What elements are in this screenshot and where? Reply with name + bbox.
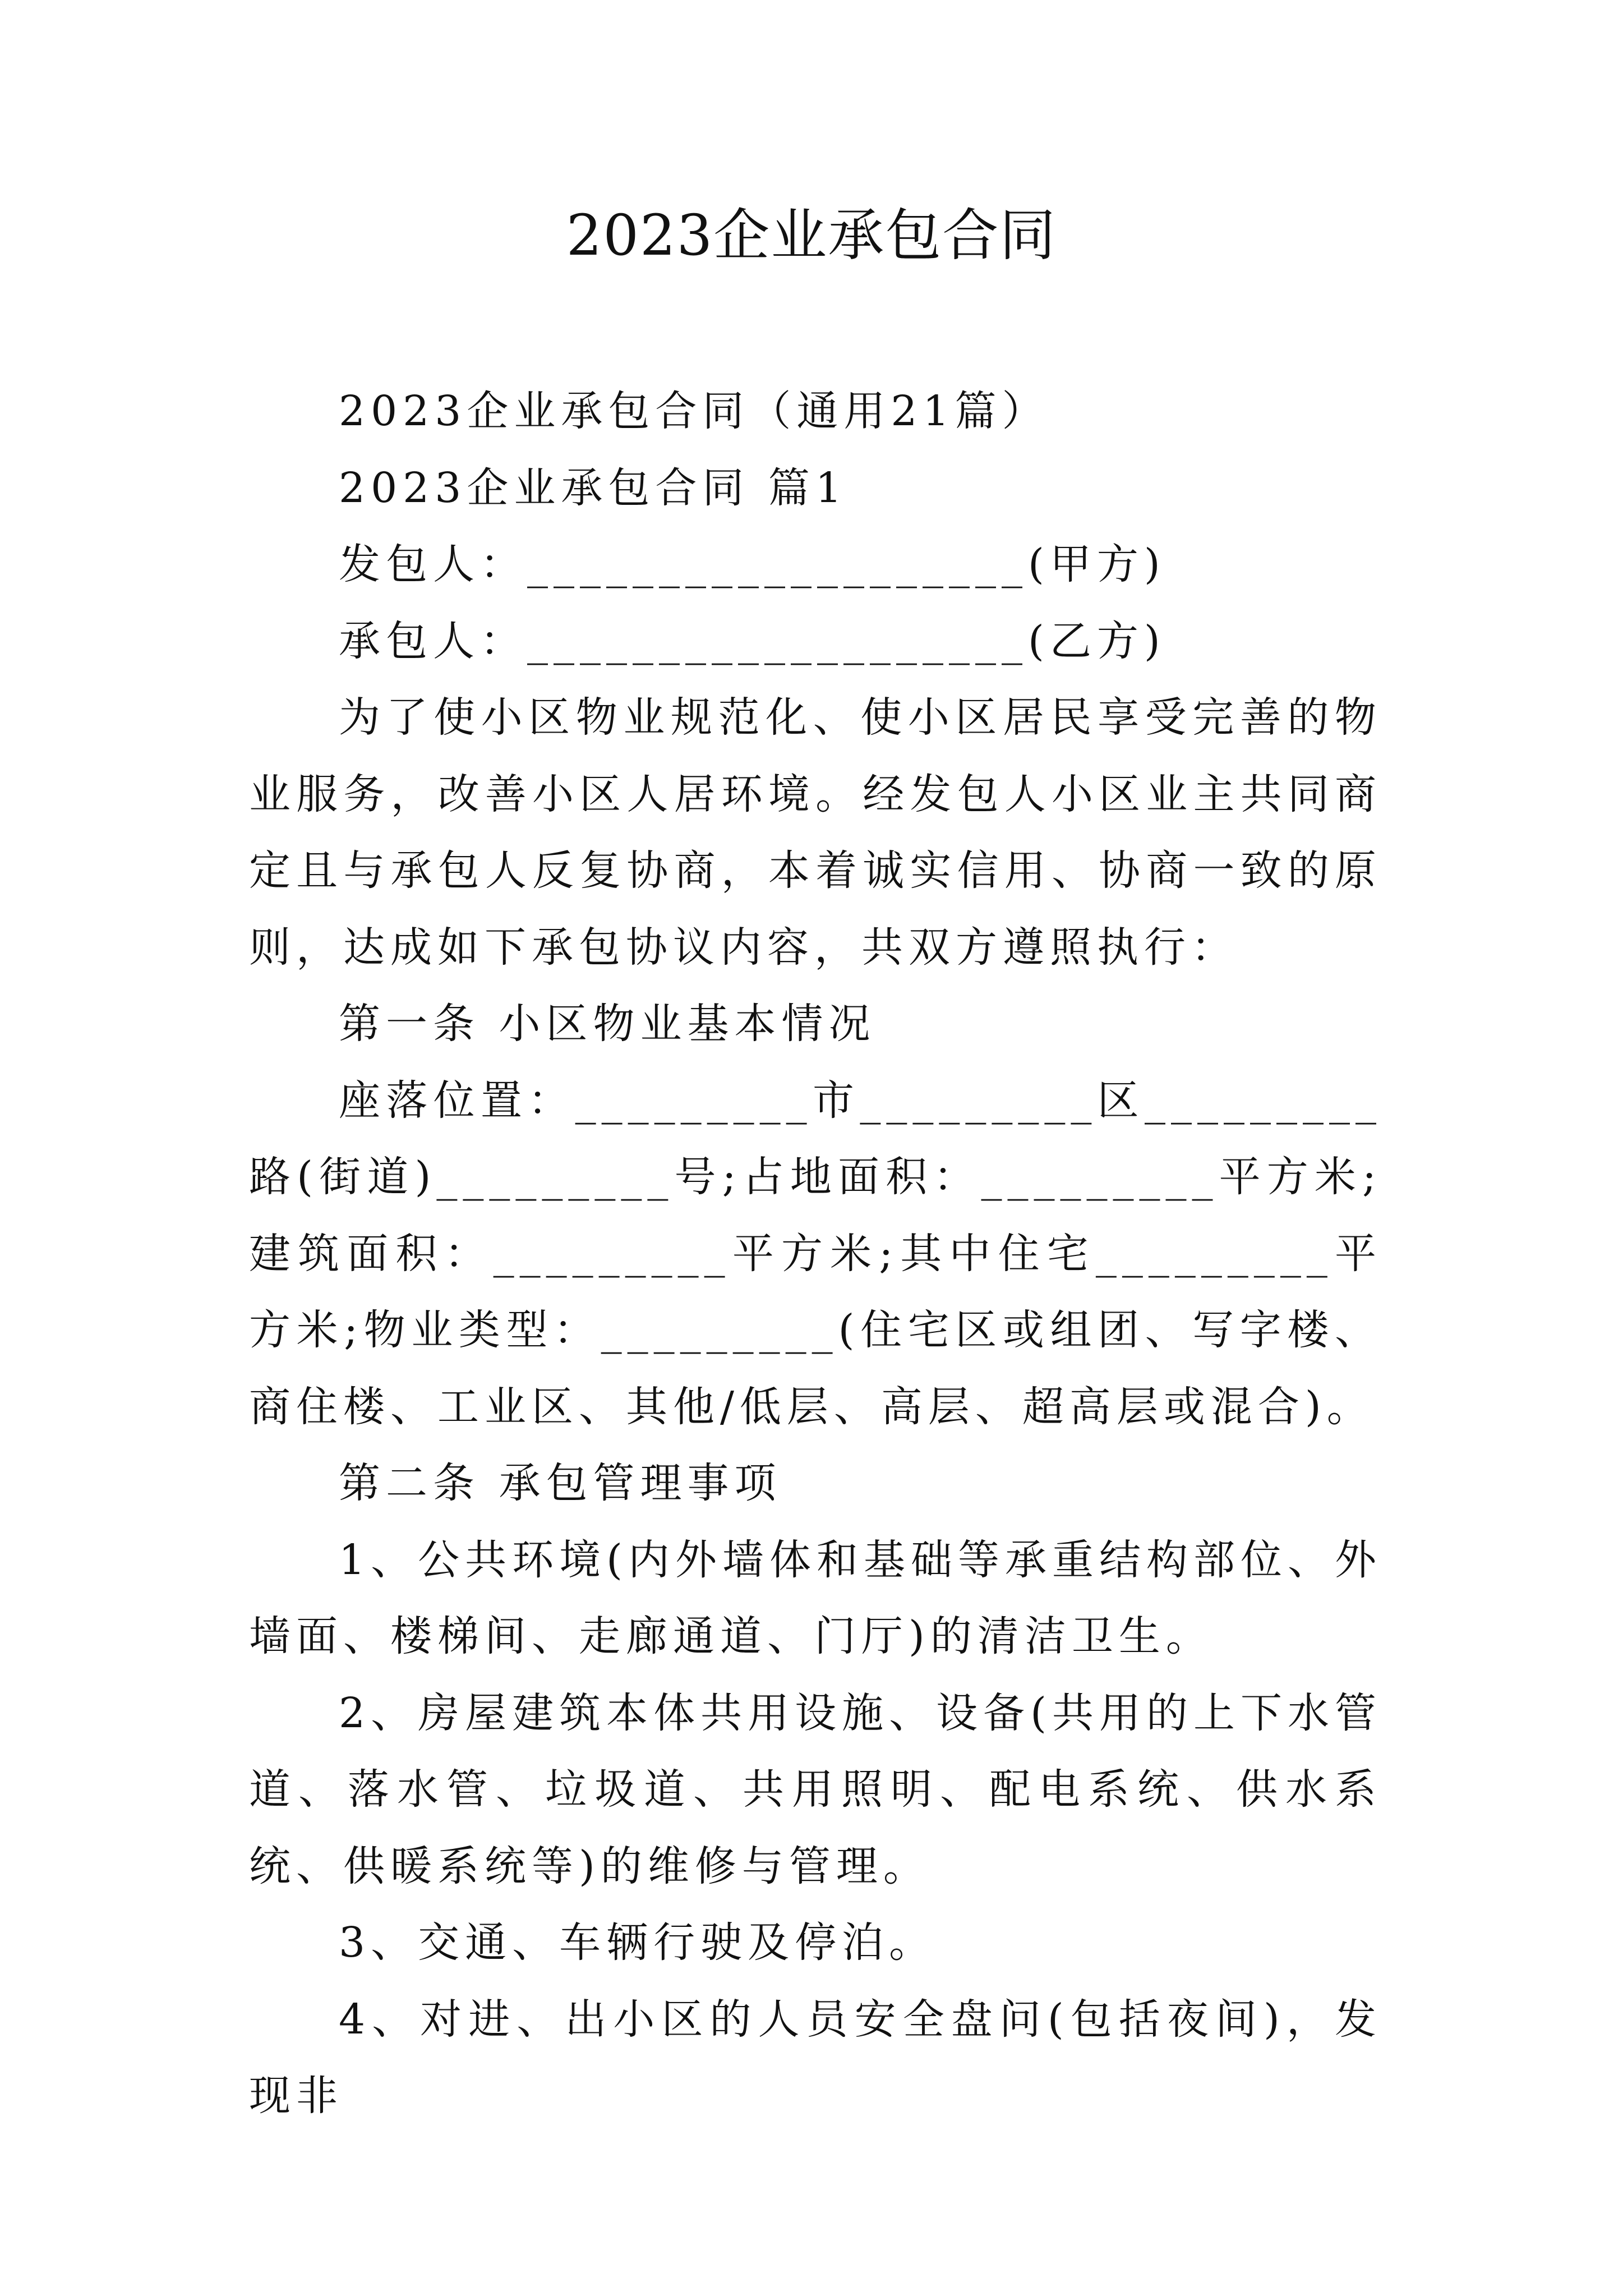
paragraph-item-2: 2、房屋建筑本体共用设施、设备(共用的上下水管道、落水管、垃圾道、共用照明、配电系统、供水系统、供暖系统等)的维修与管理。 bbox=[249, 1688, 1382, 1890]
paragraph-article-1-body: 座落位置：_________市_________区_________路(街道)_________号;占地面积：_________平方米;建筑面积：_________平方米;其中住宅_________平方米;物业类型：_________(住宅区或组团、写字楼、商住楼、工业区、其他/低层、高层、超高层或混合)。 bbox=[249, 1076, 1382, 1431]
paragraph-item-4: 4、对进、出小区的人员安全盘问(包括夜间)，发现非 bbox=[249, 1995, 1382, 2120]
paragraph-item-3: 3、交通、车辆行驶及停泊。 bbox=[339, 1918, 937, 1967]
paragraph-item-1: 1、公共环境(内外墙体和基础等承重结构部位、外墙面、楼梯间、走廊通道、门厅)的清洁卫生。 bbox=[249, 1535, 1382, 1660]
paragraph-article-2-heading: 第二条 承包管理事项 bbox=[339, 1459, 782, 1507]
paragraph-party-b: 承包人：___________________(乙方) bbox=[339, 616, 1166, 665]
paragraph-article-1-heading: 第一条 小区物业基本情况 bbox=[339, 1000, 876, 1048]
paragraph-preamble: 为了使小区物业规范化、使小区居民享受完善的物业服务，改善小区人居环境。经发包人小区业主共同商定且与承包人反复协商，本着诚实信用、协商一致的原则，达成如下承包协议内容，共双方遵照执行： bbox=[249, 693, 1382, 972]
document-title: 2023企业承包合同 bbox=[566, 203, 1057, 268]
paragraph-party-a: 发包人：___________________(甲方) bbox=[339, 540, 1166, 588]
paragraph-subtitle: 2023企业承包合同（通用21篇） bbox=[339, 387, 1049, 435]
document-body bbox=[249, 373, 1382, 2134]
paragraph-section-heading: 2023企业承包合同 篇1 bbox=[339, 463, 847, 512]
